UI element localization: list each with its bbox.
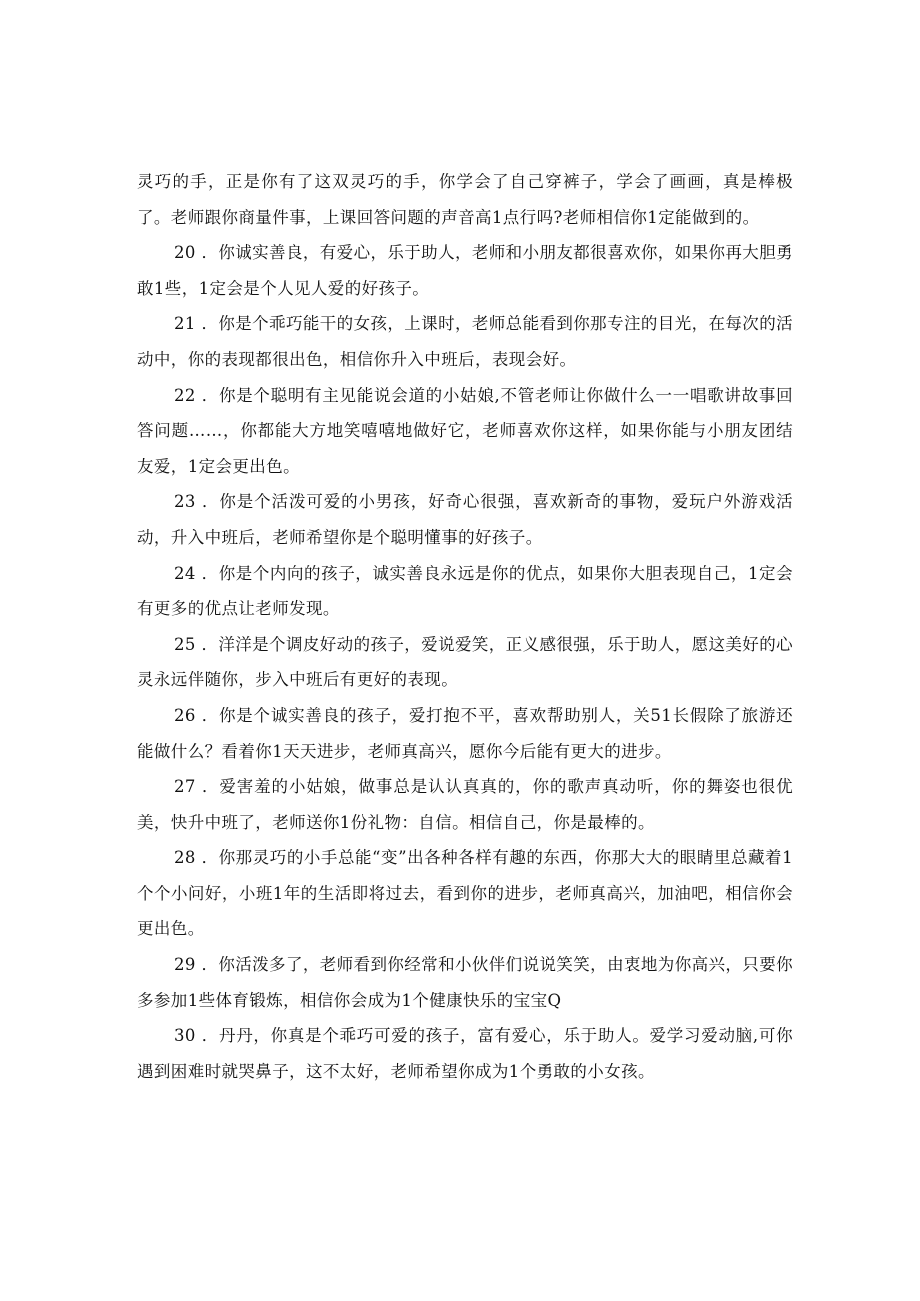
paragraph-text: ．你是个活泼可爱的小男孩，好奇心很强，喜欢新奇的事物，爱玩户外游戏活动，升入中班后，老师希望你是个聪明懂事的好孩子。 — [137, 492, 793, 547]
paragraph-number: 21 — [174, 314, 196, 334]
paragraph-27 — [137, 769, 793, 840]
paragraph-text: ．你那灵巧的小手总能“变”出各种各样有趣的东西，你那大大的眼睛里总藏着1个个小问好，小班1年的生活即将过去，看到你的进步，老师真高兴，加油吧，相信你会更出色。 — [137, 848, 793, 939]
paragraph-text: ．洋洋是个调皮好动的孩子，爱说爱笑，正义感很强，乐于助人，愿这美好的心灵永远伴随你，步入中班后有更好的表现。 — [137, 634, 793, 690]
document-body — [137, 164, 793, 1089]
paragraph-continuation — [137, 164, 793, 235]
paragraph-text: 灵巧的手，正是你有了这双灵巧的手，你学会了自己穿裤子，学会了画画，真是棒极了。老师跟你商量件事，上课回答问题的声音高1点行吗?老师相信你1定能做到的。 — [137, 172, 793, 227]
paragraph-number: 23 — [174, 492, 196, 512]
paragraph-21 — [137, 306, 793, 377]
paragraph-28 — [137, 840, 793, 947]
paragraph-number: 27 — [174, 777, 196, 797]
paragraph-20 — [137, 235, 793, 306]
paragraph-text: ．你诚实善良，有爱心，乐于助人，老师和小朋友都很喜欢你，如果你再大胆勇敢1些，1定会是个人见人爱的好孩子。 — [137, 243, 793, 298]
paragraph-number: 20 — [174, 243, 196, 263]
paragraph-number: 22 — [174, 385, 196, 405]
paragraph-number: 24 — [174, 563, 196, 583]
paragraph-number: 28 — [174, 848, 196, 868]
paragraph-30 — [137, 1018, 793, 1089]
paragraph-text: ．你是个聪明有主见能说会道的小姑娘,不管老师让你做什么一一唱歌讲故事回答问题……，你都能大方地笑嘻嘻地做好它，老师喜欢你这样，如果你能与小朋友团结友爱，1定会更出色。 — [137, 385, 793, 476]
paragraph-26 — [137, 698, 793, 769]
paragraph-number: 30 — [174, 1026, 196, 1046]
paragraph-number: 29 — [174, 955, 196, 975]
paragraph-22 — [137, 378, 793, 485]
paragraph-text: ．爱害羞的小姑娘，做事总是认认真真的，你的歌声真动听，你的舞姿也很优美，快升中班了，老师送你1份礼物：自信。相信自己，你是最棒的。 — [137, 777, 793, 832]
paragraph-29 — [137, 947, 793, 1018]
paragraph-text: ．丹丹，你真是个乖巧可爱的孩子，富有爱心，乐于助人。爱学习爱动脑,可你遇到困难时就哭鼻子，这不太好，老师希望你成为1个勇敢的小女孩。 — [137, 1026, 793, 1081]
paragraph-text: ．你是个诚实善良的孩子，爱打抱不平，喜欢帮助别人，关51长假除了旅游还能做什么？看着你1天天进步，老师真高兴，愿你今后能有更大的进步。 — [137, 705, 793, 761]
paragraph-number: 26 — [174, 705, 196, 725]
paragraph-23 — [137, 484, 793, 555]
paragraph-text: ．你是个内向的孩子，诚实善良永远是你的优点，如果你大胆表现自己，1定会有更多的优点让老师发现。 — [137, 563, 793, 619]
paragraph-number: 25 — [174, 634, 196, 654]
paragraph-25 — [137, 627, 793, 698]
paragraph-24 — [137, 556, 793, 627]
paragraph-text: ．你活泼多了，老师看到你经常和小伙伴们说说笑笑，由衷地为你高兴，只要你多参加1些体育锻炼，相信你会成为1个健康快乐的宝宝Q — [137, 955, 793, 1010]
paragraph-text: ．你是个乖巧能干的女孩，上课时，老师总能看到你那专注的目光，在每次的活动中，你的表现都很出色，相信你升入中班后，表现会好。 — [137, 314, 793, 369]
